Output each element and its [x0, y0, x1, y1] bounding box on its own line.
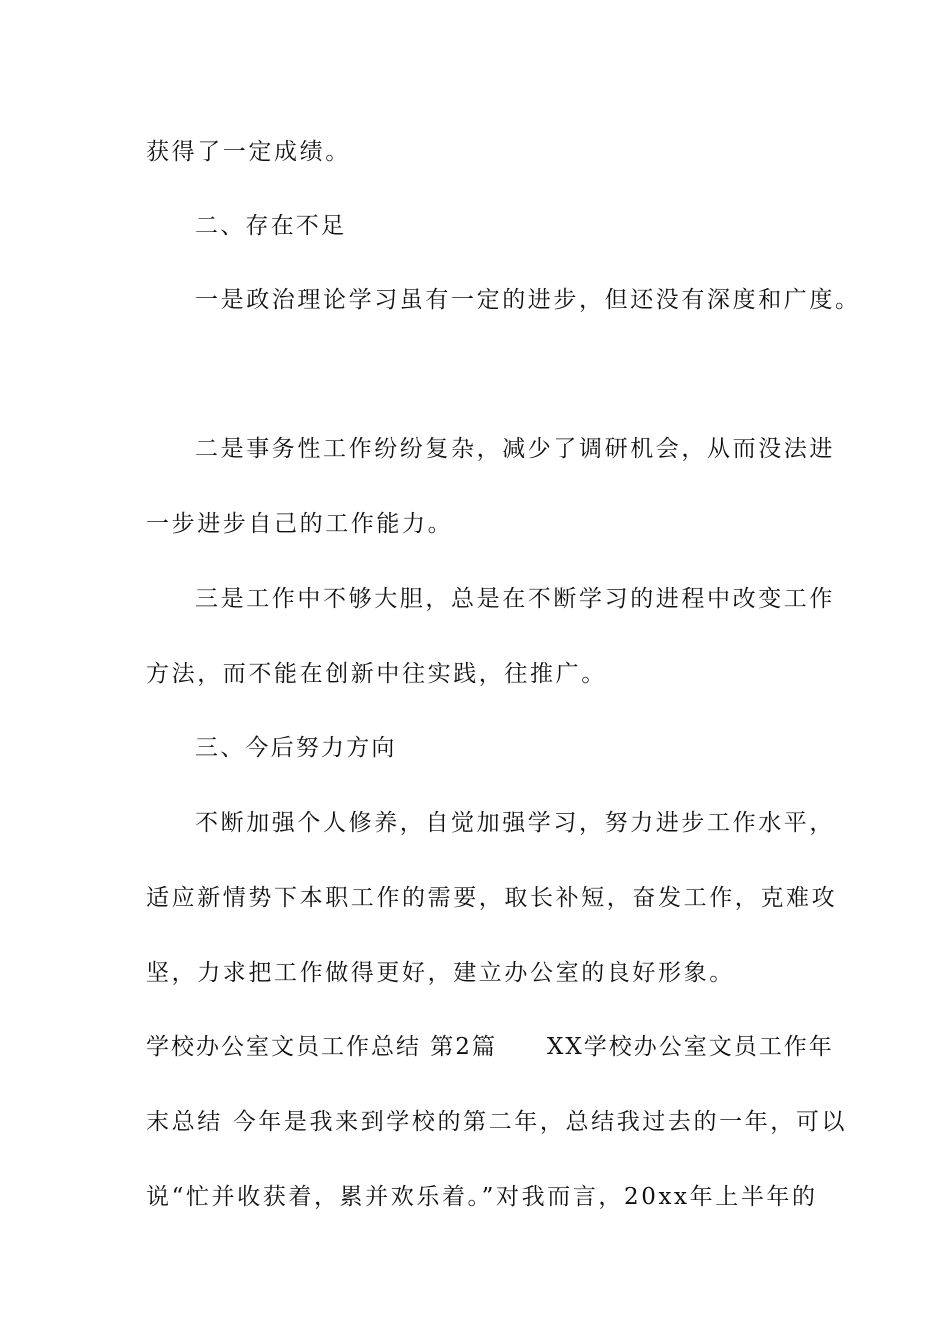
- section-heading: 二、存在不足: [195, 213, 347, 239]
- paragraph-line: 不断加强个人修养，自觉加强学习，努力进步工作水平，: [195, 810, 835, 836]
- paragraph-line: 说“忙并收获着，累并欢乐着。”对我而言，20xx年上半年的: [146, 1184, 818, 1210]
- paragraph-line: 二是事务性工作纷纷复杂，减少了调研机会，从而没法进: [195, 436, 835, 462]
- article-title-line: 学校办公室文员工作总结 第2篇 XX学校办公室文员工作年: [146, 1034, 834, 1060]
- paragraph-line: 方法，而不能在创新中往实践，往推广。: [146, 661, 607, 687]
- section-heading: 三、今后努力方向: [195, 735, 397, 761]
- paragraph-line: 获得了一定成绩。: [146, 139, 351, 165]
- paragraph-line: 末总结 今年是我来到学校的第二年，总结我过去的一年，可以: [146, 1109, 848, 1135]
- paragraph-line: 适应新情势下本职工作的需要，取长补短，奋发工作，克难攻: [146, 885, 838, 911]
- paragraph-line: 一是政治理论学习虽有一定的进步，但还没有深度和广度。: [195, 287, 861, 313]
- paragraph-line: 三是工作中不够大胆，总是在不断学习的进程中改变工作: [195, 586, 835, 612]
- paragraph-line: 一步进步自己的工作能力。: [146, 511, 454, 537]
- paragraph-line: 坚，力求把工作做得更好，建立办公室的良好形象。: [146, 960, 735, 986]
